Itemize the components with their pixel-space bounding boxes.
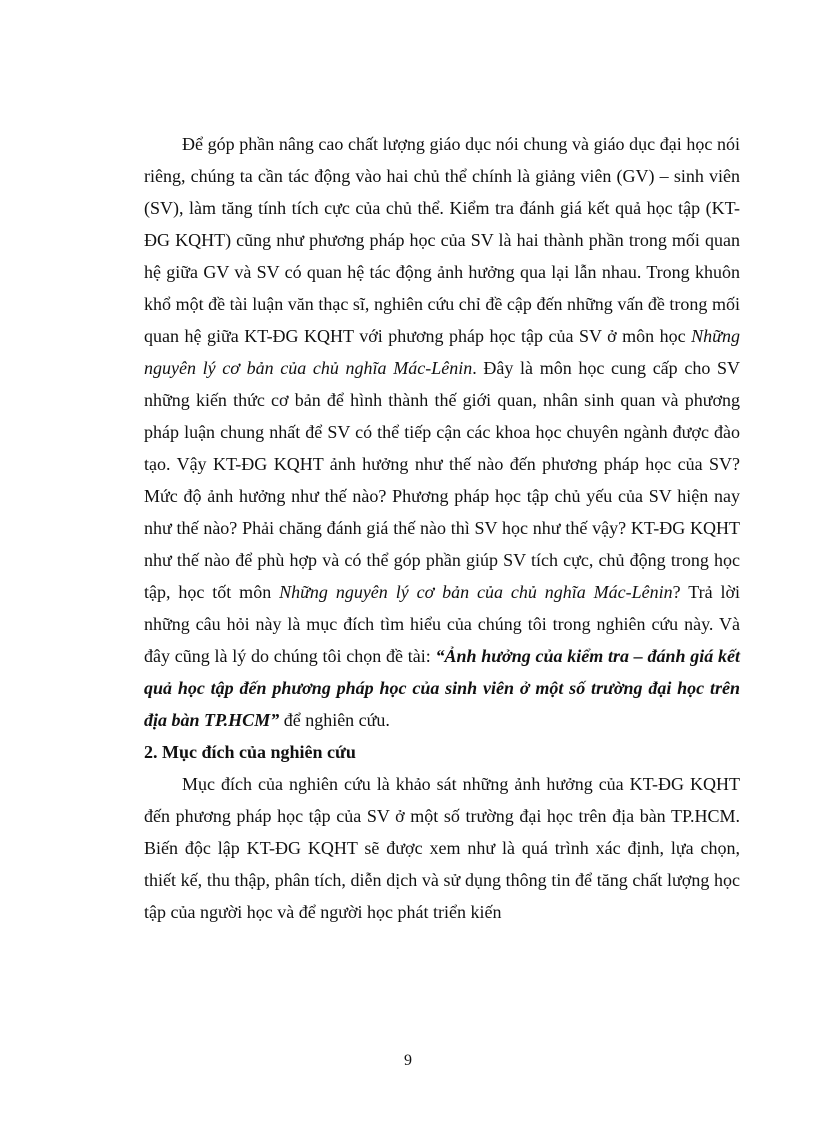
- thesis-title: “Ảnh hưởng của kiểm tra – đánh giá kết quả học tập đến phương pháp học của sinh viên ở một số trường đại học trên địa bàn TP.HCM”: [144, 646, 740, 730]
- course-name-italic: Những nguyên lý cơ bản của chủ nghĩa Mác-Lênin: [279, 582, 673, 602]
- paragraph-text: . Đây là môn học cung cấp cho SV những kiến thức cơ bản để hình thành thế giới quan, nhân sinh quan và phương pháp luận chung nhất để SV có thể tiếp cận các khoa học chuyên ngành được đào tạo. Vậy KT-ĐG KQHT ảnh hưởng như thế nào đến phương pháp học của SV? Mức độ ảnh hưởng như thế nào? Phương pháp học tập chủ yếu của SV hiện nay như thế nào? Phải chăng đánh giá thế nào thì SV học như thế vậy? KT-ĐG KQHT như thế nào để phù hợp và có thể góp phần giúp SV tích cực, chủ động trong học tập, học tốt môn: [144, 358, 741, 602]
- paragraph-text: ? Trả lời những câu hỏi này là mục đích tìm hiểu của chúng tôi trong nghiên cứu này. Và đây cũng là lý do chúng tôi chọn đề tài:: [144, 582, 740, 666]
- section-heading: 2. Mục đích của nghiên cứu: [144, 742, 356, 762]
- page-number: 9: [404, 1052, 412, 1069]
- body-text: [144, 128, 740, 928]
- paragraph-purpose: Mục đích của nghiên cứu là khảo sát những ảnh hưởng của KT-ĐG KQHT đến phương pháp học tập của SV ở một số trường đại học trên địa bàn TP.HCM. Biến độc lập KT-ĐG KQHT sẽ được xem như là quá trình xác định, lựa chọn, thiết kế, thu thập, phân tích, diễn dịch và sử dụng thông tin để tăng chất lượng học tập của người học và để người học phát triển kiến: [144, 774, 740, 922]
- course-name-italic: Những nguyên lý cơ bản của chủ nghĩa Mác-Lênin: [144, 326, 740, 378]
- paragraph-text: Để góp phần nâng cao chất lượng giáo dục nói chung và giáo dục đại học nói riêng, chúng ta cần tác động vào hai chủ thể chính là giảng viên (GV) – sinh viên (SV), làm tăng tính tích cực của chủ thể. Kiểm tra đánh giá kết quả học tập (KT-ĐG KQHT) cũng như phương pháp học của SV là hai thành phần trong mối quan hệ giữa GV và SV có quan hệ tác động ảnh hưởng qua lại lẫn nhau. Trong khuôn khổ một đề tài luận văn thạc sĩ, nghiên cứu chỉ đề cập đến những vấn đề trong mối quan hệ giữa KT-ĐG KQHT với phương pháp học tập của SV ở môn học: [144, 134, 740, 346]
- paragraph-introduction: [144, 128, 740, 736]
- paragraph-text: để nghiên cứu.: [279, 710, 390, 730]
